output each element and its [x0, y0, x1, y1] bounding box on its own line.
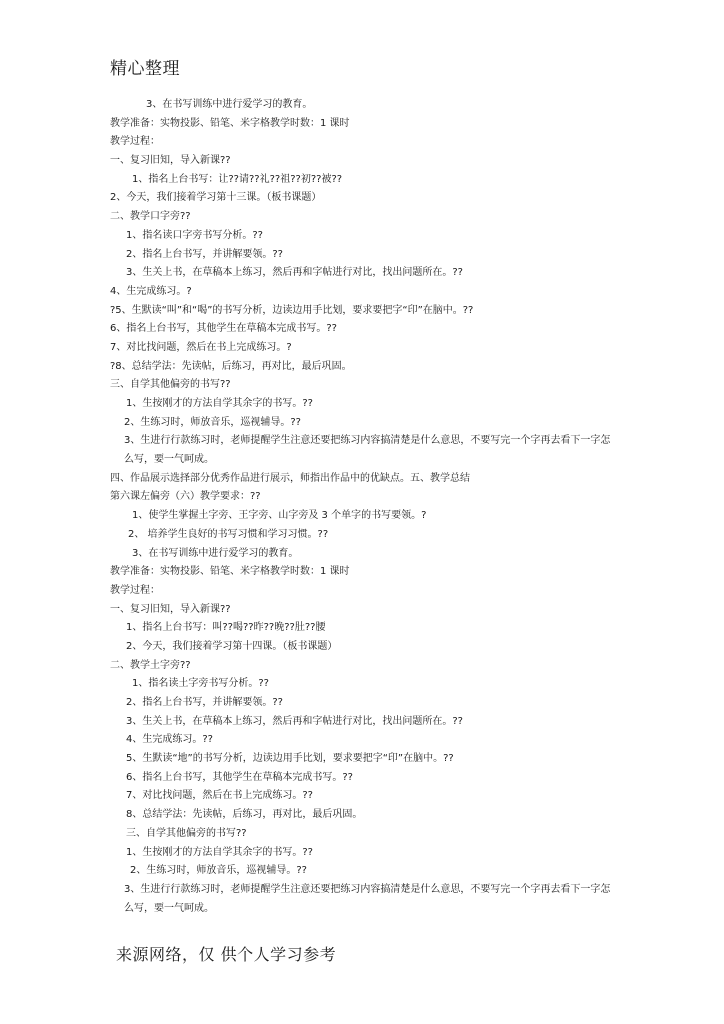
text-line: 三、自学其他偏旁的书写??	[110, 379, 231, 391]
text-line: ?8、总结学法：先读帖，后练习，再对比，最后巩固。	[110, 360, 352, 372]
text-line: 1、指名读口字旁书写分析。??	[126, 229, 263, 241]
text-line: 2、生练习时，师放音乐，巡视辅导。??	[124, 416, 301, 428]
text-line: 教学准备：实物投影、铅笔、米字格教学时数：1 课时	[110, 117, 350, 129]
text-line: 7、对比找问题，然后在书上完成练习。??	[126, 790, 313, 802]
text-line: 7、对比找问题，然后在书上完成练习。?	[110, 341, 292, 353]
text-line: 3、生进行行款练习时，老师提醒学生注意还要把练习内容搞清楚是什么意思，不要写完一个字再去看下一字怎么写，要一气呵成。	[124, 435, 611, 466]
text-line: 2、指名上台书写，并讲解要领。??	[126, 697, 283, 709]
text-line: 教学过程：	[110, 136, 160, 148]
text-line: 2、今天，我们接着学习第十三课。（板书课题）	[110, 192, 322, 204]
page-header: 精心整理	[110, 59, 180, 79]
text-line: 2、指名上台书写，并讲解要领。??	[126, 248, 283, 260]
text-line: 3、在书写训练中进行爱学习的教育。	[146, 99, 313, 110]
text-line: 第六课左偏旁（六）教学要求：??	[110, 491, 261, 503]
text-line: 教学准备：实物投影、铅笔、米字格教学时数：1 课时	[110, 566, 350, 578]
text-line: 教学过程：	[110, 584, 160, 596]
text-line: 一、复习旧知，导入新课??	[110, 603, 231, 615]
text-line: 三、自学其他偏旁的书写??	[126, 827, 247, 839]
text-line: 1、指名上台书写：叫??喝??昨??晚??肚??腰	[126, 622, 326, 634]
text-line: 3、生进行行款练习时，老师提醒学生注意还要把练习内容搞清楚是什么意思，不要写完一个字再去看下一字怎么写，要一气呵成。	[124, 883, 611, 914]
text-line: 2、 培养学生良好的书写习惯和学习习惯。??	[128, 528, 329, 540]
text-line: 1、指名上台书写：让??请??礼??祖??初??被??	[132, 173, 343, 185]
text-line: ?5、生默读“叫”和“喝”的书写分析，边读边用手比划，要求要把字“印”在脑中。??	[110, 304, 474, 316]
text-line: 4、生完成练习。??	[126, 734, 213, 746]
document-body	[110, 96, 620, 918]
text-line: 四、作品展示选择部分优秀作品进行展示，师指出作品中的优缺点。五、教学总结	[110, 472, 470, 484]
text-line: 二、教学土字旁??	[110, 659, 191, 671]
text-line: 2、今天，我们接着学习第十四课。（板书课题）	[126, 640, 338, 652]
text-line: 一、复习旧知，导入新课??	[110, 155, 231, 167]
text-line: 1、生按刚才的方法自学其余字的书写。??	[126, 846, 313, 858]
text-line: 6、指名上台书写，其他学生在草稿本完成书写。??	[110, 323, 337, 335]
text-line: 二、教学口字旁??	[110, 211, 191, 223]
text-line: 4、生完成练习。?	[110, 285, 192, 297]
text-line: 3、生关上书，在草稿本上练习，然后再和字帖进行对比，找出问题所在。??	[126, 267, 463, 279]
text-line: 3、生关上书，在草稿本上练习，然后再和字帖进行对比，找出问题所在。??	[126, 715, 463, 727]
text-line: 5、生默读“地”的书写分析，边读边用手比划，要求要把字“印”在脑中。??	[126, 753, 454, 765]
text-line: 1、使学生掌握土字旁、王字旁、山字旁及 3 个单字的书写要领。?	[132, 510, 427, 522]
text-line: 8、总结学法：先读帖，后练习，再对比，最后巩固。	[126, 809, 363, 821]
text-line: 1、指名读土字旁书写分析。??	[132, 678, 269, 690]
text-line: 6、指名上台书写，其他学生在草稿本完成书写。??	[126, 771, 353, 783]
page-footer: 来源网络，仅 供个人学习参考	[116, 945, 337, 964]
text-line: 3、在书写训练中进行爱学习的教育。	[132, 547, 299, 559]
text-line: 2、生练习时，师放音乐，巡视辅导。??	[130, 865, 307, 877]
text-line: 1、生按刚才的方法自学其余字的书写。??	[126, 398, 313, 409]
